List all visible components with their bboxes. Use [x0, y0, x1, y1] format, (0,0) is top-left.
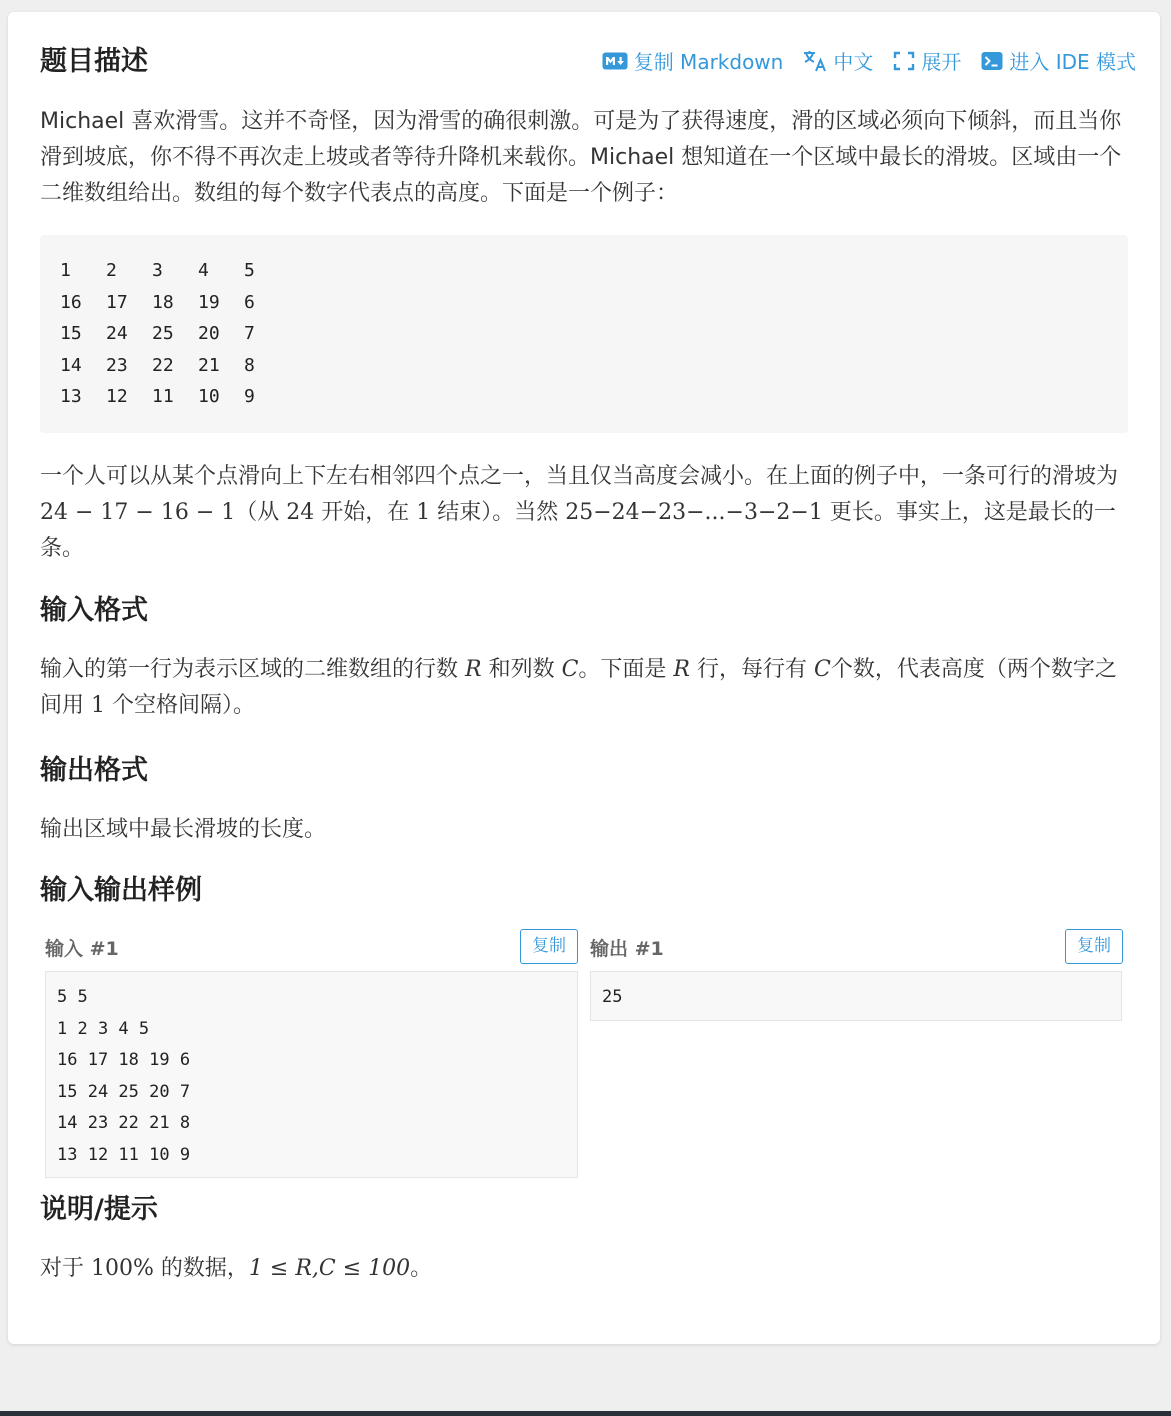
toolbar	[602, 46, 1136, 75]
grid-row: 16 17 18 19 6	[60, 291, 255, 313]
language-label: 中文	[833, 50, 874, 74]
example-grid	[40, 235, 1128, 433]
expand-label: 展开	[921, 50, 962, 74]
input-format-text: 输入的第一行为表示区域的二维数组的行数 R 和列数 C。下面是 R 行，每行有 C个数，代表高度（两个数字之间用 1 个空格间隔）。	[40, 657, 1117, 718]
grid-row: 15 24 25 20 7	[60, 323, 255, 344]
grid-row: 14 23 22 21 8	[60, 354, 255, 376]
copy-markdown-button[interactable]	[602, 46, 784, 75]
description-intro: Michael 喜欢滑雪。这并不奇怪，因为滑雪的确很刺激。可是为了获得速度，滑的区域必须向下倾斜，而且当你滑到坡底，你不得不再次走上坡或者等待升降机来载你。Michael 想知道在一个区域中最长的滑坡。区域由一个二维数组给出。数组的每个数字代表点的高度。下面是一个例子：	[40, 109, 1122, 206]
translate-icon	[803, 50, 827, 72]
copy-markdown-label: 复制 Markdown	[633, 50, 784, 74]
ide-mode-button[interactable]	[981, 46, 1136, 75]
input-format-title: 输入格式	[40, 595, 148, 626]
grid-row: 1 2 3 4 5	[60, 260, 255, 281]
expand-icon	[893, 51, 915, 71]
output-sample-label: 输出 #1	[590, 938, 664, 960]
hint-title: 说明/提示	[40, 1194, 158, 1225]
copy-output-button[interactable]: 复制	[1065, 929, 1123, 964]
footer-bar	[0, 1411, 1171, 1416]
output-format-text: 输出区域中最长滑坡的长度。	[40, 817, 327, 842]
ide-mode-label: 进入 IDE 模式	[1009, 50, 1136, 74]
markdown-icon	[602, 52, 628, 70]
hint-text: 对于 100% 的数据，1 ≤ R,C ≤ 100。	[40, 1256, 433, 1281]
input-sample-label: 输入 #1	[45, 938, 119, 960]
output-format-title: 输出格式	[40, 755, 148, 786]
description-paragraph-2: 一个人可以从某个点滑向上下左右相邻四个点之一，当且仅当高度会减小。在上面的例子中，一条可行的滑坡为 24 − 17 − 16 − 1（从 24 开始，在 1 结束）。当然 25−24−23−...−3−2−1 更长。事实上，这是最长的一条。	[40, 464, 1119, 561]
input-sample-box[interactable]: 5 5 1 2 3 4 5 16 17 18 19 6 15 24 25 20 7 14 23 22 21 8 13 12 11 10 9	[45, 971, 578, 1178]
grid-row: 13 12 11 10 9	[60, 386, 255, 407]
language-button[interactable]	[803, 46, 873, 75]
terminal-icon	[981, 51, 1003, 71]
problem-card	[8, 12, 1160, 1344]
description-title: 题目描述	[40, 46, 148, 77]
samples-title: 输入输出样例	[40, 875, 202, 906]
expand-button[interactable]	[893, 46, 961, 75]
output-sample-box[interactable]: 25	[590, 971, 1122, 1021]
copy-input-button[interactable]: 复制	[520, 929, 578, 964]
